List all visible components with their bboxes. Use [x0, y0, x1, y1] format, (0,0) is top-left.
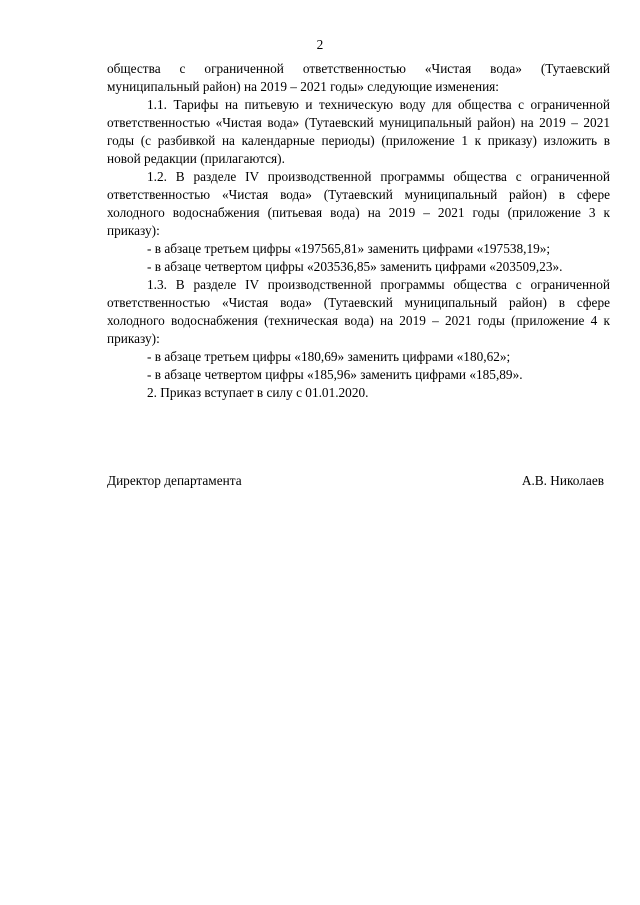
paragraph-1-2-item-fourth: - в абзаце четвертом цифры «203536,85» заменить цифрами «203509,23». — [147, 259, 563, 274]
paragraph-1-3-item-fourth: - в абзаце четвертом цифры «185,96» заменить цифрами «185,89». — [147, 367, 523, 382]
signatory-position: Директор департамента — [107, 473, 242, 488]
page-number: 2 — [316, 37, 324, 52]
paragraph-1-2-item-third: - в абзаце третьем цифры «197565,81» заменить цифрами «197538,19»; — [147, 241, 551, 256]
paragraph-intro-continuation: общества с ограниченной ответственностью «Чистая вода» (Тутаевский муниципальный район) на 2019 – 2021 годы» следующие изменения: — [107, 61, 610, 94]
signatory-name: А.В. Николаев — [521, 473, 604, 488]
signature-block — [107, 472, 604, 490]
paragraph-1-2-drinking-water: 1.2. В разделе IV производственной программы общества с ограниченной ответственностью «Чистая вода» (Тутаевский муниципальный район) в сфере холодного водоснабжения (питьевая вода) на 2019 – 2021 годы (приложение 3 к приказу): — [107, 169, 610, 238]
paragraph-1-3-technical-water: 1.3. В разделе IV производственной программы общества с ограниченной ответственностью «Чистая вода» (Тутаевский муниципальный район) в сфере холодного водоснабжения (техническая вода) на 2019 – 2021 годы (приложение 4 к приказу): — [107, 277, 610, 346]
paragraph-2-effective-date: 2. Приказ вступает в силу с 01.01.2020. — [147, 385, 369, 400]
document-body — [107, 60, 610, 402]
paragraph-1-3-item-third: - в абзаце третьем цифры «180,69» заменить цифрами «180,62»; — [147, 349, 511, 364]
paragraph-1-1-tariffs: 1.1. Тарифы на питьевую и техническую воду для общества с ограниченной ответственностью «Чистая вода» (Тутаевский муниципальный район) на 2019 – 2021 годы (с разбивкой на календарные периоды) (приложение 1 к приказу) изложить в новой редакции (прилагаются). — [107, 97, 610, 166]
